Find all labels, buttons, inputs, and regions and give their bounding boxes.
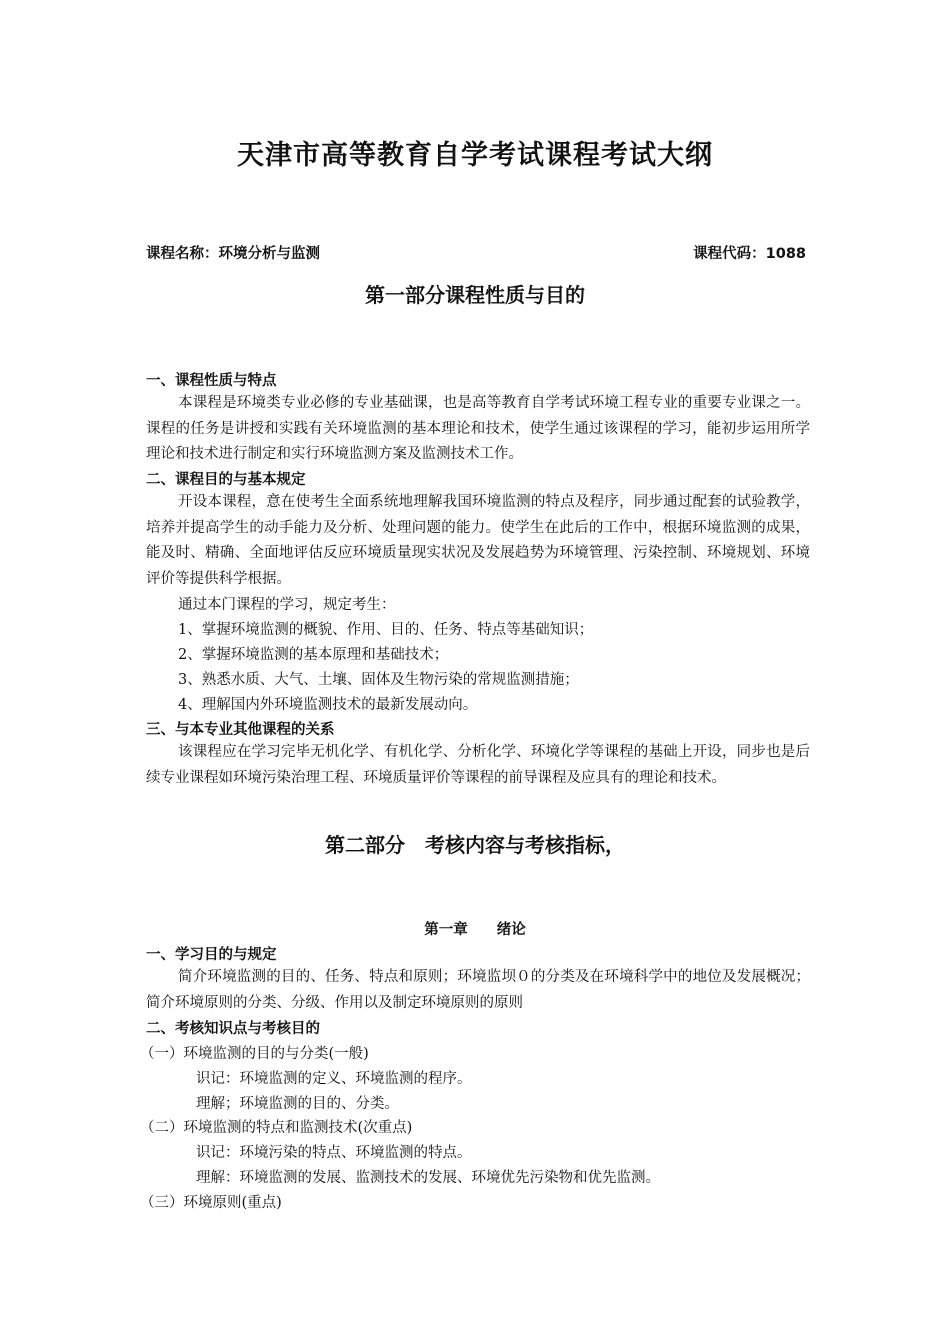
list-item: 3、熟悉水质、大气、土壤、固体及生物污染的常规监测措施； [178,672,579,688]
paragraph: 本课程是环境类专业必修的专业基础课，也是高等教育自学考试环境工程专业的重要专业课之一。课程的任务是讲授和实践有关环境监测的基本理论和技术，使学生通过该课程的学习，能初步运用所学理论和技术进行制定和实行环境监测方案及监测技术工作。 [146,395,810,462]
course-meta [146,242,806,264]
section-heading: 一、课程性质与特点 [146,373,277,389]
list-item: 2、掌握环境监测的基本原理和基础技术； [178,647,449,663]
list-item: （三）环境原则(重点) [140,1195,282,1211]
part1-heading: 第一部分课程性质与目的 [365,283,585,307]
course-name: 课程名称：环境分析与监测 [146,246,320,262]
part2-heading: 第二部分 考核内容与考核指标， [325,833,625,857]
paragraph: 通过本门课程的学习，规定考生： [178,597,396,613]
list-item: 理解：环境监测的发展、监测技术的发展、环境优先污染物和优先监测。 [196,1170,660,1186]
paragraph: 该课程应在学习完毕无机化学、有机化学、分析化学、环境化学等课程的基础上开设，同步也是后续专业课程如环境污染治理工程、环境质量评价等课程的前导课程及应具有的理论和技术。 [146,744,810,786]
section-heading: 一、学习目的与规定 [146,947,277,963]
course-code: 课程代码：1088 [693,246,806,262]
paragraph: 简介环境监测的目的、任务、特点和原则；环境监坝０的分类及在环境科学中的地位及发展概况；简介环境原则的分类、分级、作用以及制定环境原则的原则 [146,969,810,1011]
section-heading: 二、考核知识点与考核目的 [146,1021,320,1037]
list-item: （一）环境监测的目的与分类(一般) [140,1046,369,1062]
paragraph: 开设本课程，意在使考生全面系统地理解我国环境监测的特点及程序，同步通过配套的试验教学，培养并提高学生的动手能力及分析、处理问题的能力。使学生在此后的工作中，根据环境监测的成果，能及时、精确、全面地评估反应环境质量现实状况及发展趋势为环境管理、污染控制、环境规划、环境评价等提供科学根据。 [146,494,810,587]
section-heading: 二、课程目的与基本规定 [146,472,306,488]
list-item: 1、掌握环境监测的概貌、作用、目的、任务、特点等基础知识； [178,622,594,638]
list-item: （二）环境监测的特点和监测技术(次重点) [140,1120,413,1136]
list-item: 理解；环境监测的目的、分类。 [196,1096,399,1112]
list-item: 识记：环境监测的定义、环境监测的程序。 [196,1071,472,1087]
chapter-heading: 第一章 绪论 [424,922,526,938]
section-heading: 三、与本专业其他课程的关系 [146,722,335,738]
list-item: 识记：环境污染的特点、环境监测的特点。 [196,1145,472,1161]
document-title: 天津市高等教育自学考试课程考试大纲 [237,140,713,171]
list-item: 4、理解国内外环境监测技术的最新发展动向。 [178,697,478,713]
